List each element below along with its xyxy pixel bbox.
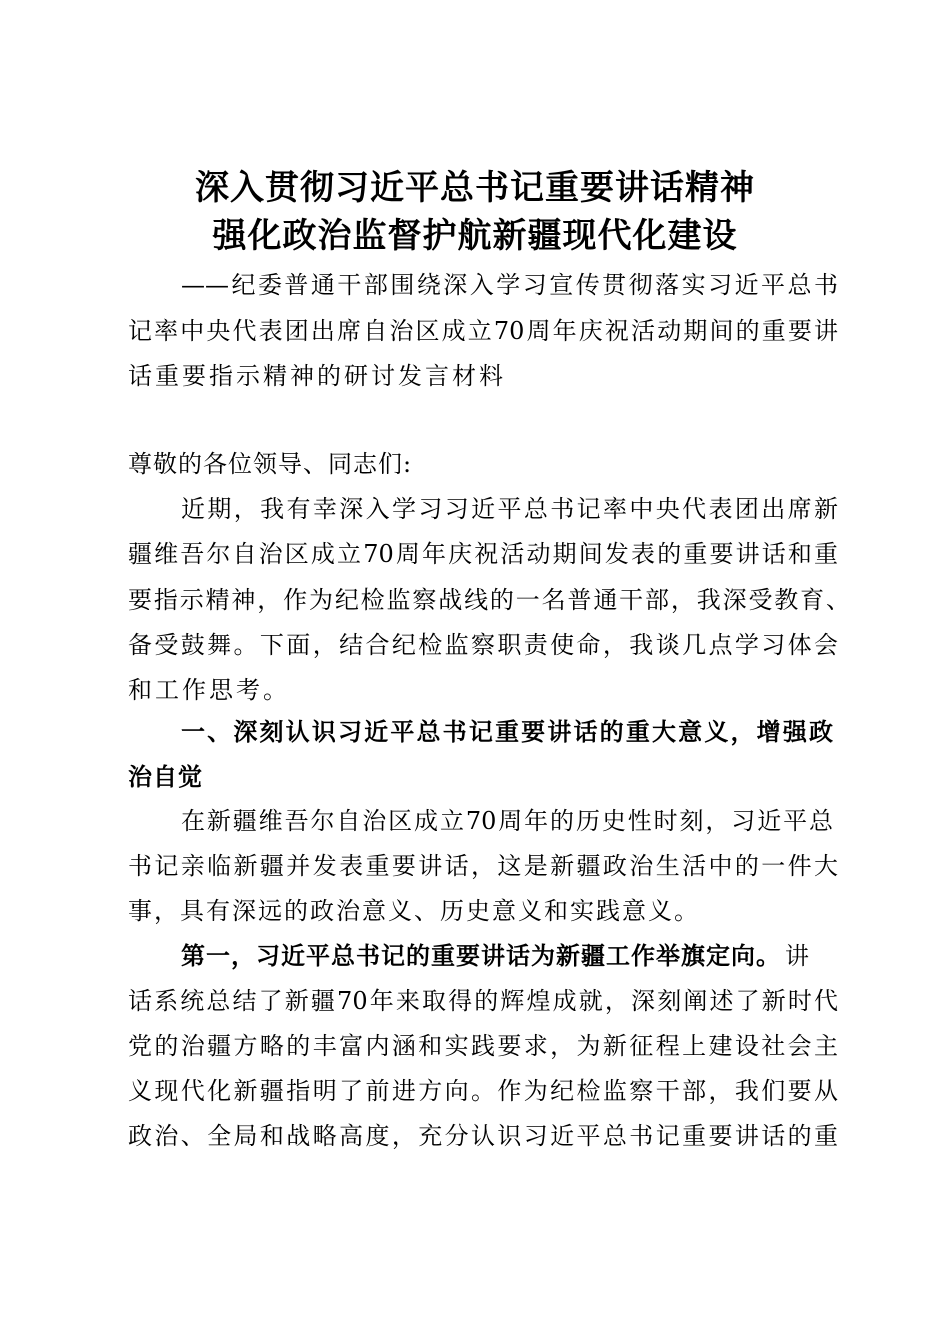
intro-line-1: 近期，我有幸深入学习习近平总书记率中央代表团出席新 <box>181 495 838 523</box>
intro-line-2: 疆维吾尔自治区成立70周年庆祝活动期间发表的重要讲话和重 <box>128 540 838 568</box>
subtitle-line-3: 话重要指示精神的研讨发言材料 <box>128 362 506 390</box>
section-1-para-line-2: 书记亲临新疆并发表重要讲话，这是新疆政治生活中的一件大 <box>128 852 838 880</box>
subtitle-line-1: ——纪委普通干部围绕深入学习宣传贯彻落实习近平总书 <box>181 271 838 299</box>
salutation: 尊敬的各位领导、同志们: <box>128 450 413 478</box>
point-1-line-2: 话系统总结了新疆70年来取得的辉煌成就，深刻阐述了新时代 <box>128 987 838 1015</box>
document-title-line-2: 强化政治监督护航新疆现代化建设 <box>212 216 738 256</box>
document-title-line-1: 深入贯彻习近平总书记重要讲话精神 <box>195 168 755 208</box>
section-1-heading-line-1: 一、深刻认识习近平总书记重要讲话的重大意义，增强政 <box>181 717 833 746</box>
point-1-line-5: 政治、全局和战略高度，充分认识习近平总书记重要讲话的重 <box>128 1122 838 1150</box>
subtitle-line-2: 记率中央代表团出席自治区成立70周年庆祝活动期间的重要讲 <box>128 317 838 345</box>
section-1-para-line-3: 事，具有深远的政治意义、历史意义和实践意义。 <box>128 897 700 925</box>
intro-line-3: 要指示精神，作为纪检监察战线的一名普通干部，我深受教育、 <box>128 586 850 614</box>
point-1-first-line <box>181 941 838 971</box>
point-1-lead: 第一，习近平总书记的重要讲话为新疆工作举旗定向。 <box>181 941 781 970</box>
point-1-line-4: 义现代化新疆指明了前进方向。作为纪检监察干部，我们要从 <box>128 1077 838 1105</box>
section-1-para-line-1: 在新疆维吾尔自治区成立70周年的历史性时刻，习近平总 <box>181 807 833 835</box>
point-1-lead-tail: 讲 <box>785 942 809 970</box>
section-1-heading-line-2: 治自觉 <box>128 762 203 791</box>
intro-line-4: 备受鼓舞。下面，结合纪检监察职责使命，我谈几点学习体会 <box>128 631 838 659</box>
intro-line-5: 和工作思考。 <box>128 676 290 704</box>
point-1-line-3: 党的治疆方略的丰富内涵和实践要求，为新征程上建设社会主 <box>128 1032 838 1060</box>
